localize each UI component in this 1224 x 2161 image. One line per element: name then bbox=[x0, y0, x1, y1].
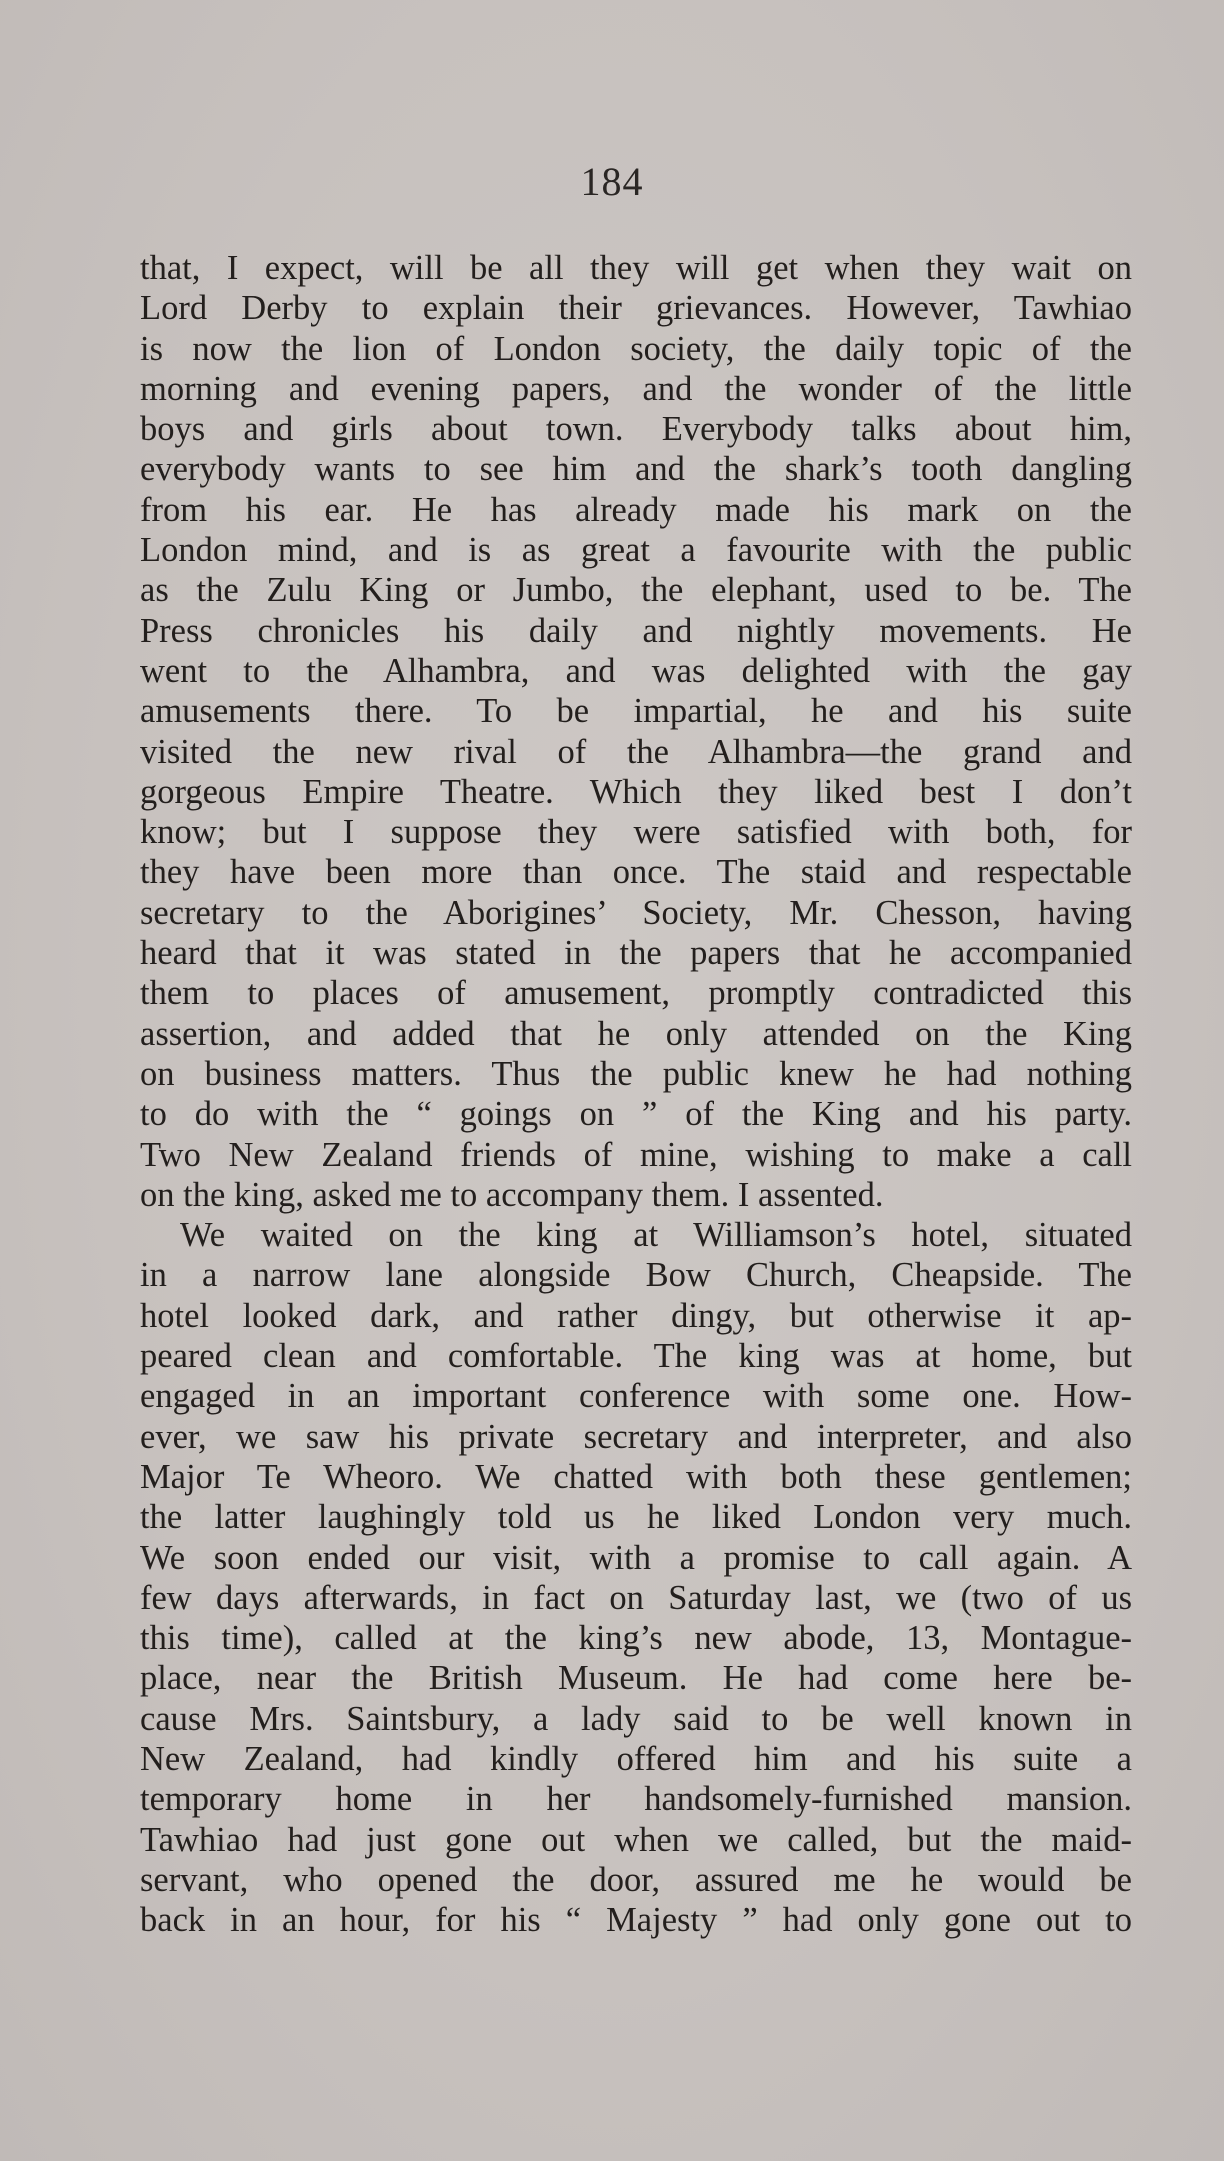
text-line: boys and girls about town. Everybody talks about him, bbox=[140, 410, 1132, 449]
text-line: they have been more than once. The staid and respectable bbox=[140, 853, 1132, 892]
text-line: gorgeous Empire Theatre. Which they liked best I don’t bbox=[140, 772, 1132, 811]
page-number: 184 bbox=[580, 159, 644, 204]
text-line: on business matters. Thus the public knew he had nothing bbox=[140, 1054, 1132, 1093]
text-line: secretary to the Aborigines’ Society, Mr. Chesson, having bbox=[140, 893, 1132, 932]
text-line: visited the new rival of the Alhambra—the grand and bbox=[140, 732, 1132, 771]
text-line: morning and evening papers, and the wonder of the little bbox=[140, 369, 1132, 408]
text-line: We waited on the king at Williamson’s hotel, situated bbox=[180, 1216, 1132, 1255]
text-line: place, near the British Museum. He had come here be- bbox=[140, 1659, 1132, 1698]
text-line: assertion, and added that he only attended on the King bbox=[140, 1014, 1132, 1053]
text-line: Press chronicles his daily and nightly movements. He bbox=[140, 611, 1132, 650]
text-line: back in an hour, for his “ Majesty ” had only gone out to bbox=[140, 1901, 1132, 1940]
text-line: know; but I suppose they were satisfied with both, for bbox=[140, 813, 1132, 852]
text-line: servant, who opened the door, assured me he would be bbox=[140, 1860, 1132, 1899]
text-line: cause Mrs. Saintsbury, a lady said to be well known in bbox=[140, 1699, 1132, 1738]
text-line: everybody wants to see him and the shark’s tooth dangling bbox=[140, 450, 1132, 489]
text-line: went to the Alhambra, and was delighted with the gay bbox=[140, 651, 1132, 690]
text-line: Major Te Wheoro. We chatted with both these gentlemen; bbox=[140, 1457, 1132, 1496]
text-line: We soon ended our visit, with a promise to call again. A bbox=[140, 1538, 1132, 1577]
text-line: temporary home in her handsomely-furnished mansion. bbox=[140, 1780, 1132, 1819]
text-line: is now the lion of London society, the daily topic of the bbox=[140, 329, 1132, 368]
text-line: the latter laughingly told us he liked London very much. bbox=[140, 1498, 1132, 1537]
text-line: in a narrow lane alongside Bow Church, Cheapside. The bbox=[140, 1256, 1132, 1295]
text-line: as the Zulu King or Jumbo, the elephant, used to be. The bbox=[140, 571, 1132, 610]
text-line: New Zealand, had kindly offered him and his suite a bbox=[140, 1739, 1132, 1778]
text-line: engaged in an important conference with some one. How- bbox=[140, 1377, 1132, 1416]
text-line: few days afterwards, in fact on Saturday last, we (two of us bbox=[140, 1578, 1132, 1617]
text-line: Lord Derby to explain their grievances. However, Tawhiao bbox=[140, 289, 1132, 328]
text-line: ever, we saw his private secretary and interpreter, and also bbox=[140, 1417, 1132, 1456]
text-line: this time), called at the king’s new abode, 13, Montague- bbox=[140, 1619, 1132, 1658]
text-line: that, I expect, will be all they will get when they wait on bbox=[140, 249, 1132, 287]
text-line: heard that it was stated in the papers that he accompanied bbox=[140, 934, 1132, 973]
text-line: to do with the “ goings on ” of the King and his party. bbox=[140, 1095, 1132, 1134]
text-line: peared clean and comfortable. The king was at home, but bbox=[140, 1337, 1132, 1376]
body-text bbox=[140, 248, 1132, 1940]
text-line: on the king, asked me to accompany them. I assented. bbox=[140, 1175, 884, 1214]
text-line: from his ear. He has already made his mark on the bbox=[140, 490, 1132, 529]
text-line: hotel looked dark, and rather dingy, but otherwise it ap- bbox=[140, 1296, 1132, 1335]
text-line: them to places of amusement, promptly contradicted this bbox=[140, 974, 1132, 1013]
text-line: Two New Zealand friends of mine, wishing to make a call bbox=[140, 1135, 1132, 1174]
text-line: London mind, and is as great a favourite with the public bbox=[140, 531, 1132, 570]
text-line: amusements there. To be impartial, he and his suite bbox=[140, 692, 1132, 731]
text-line: Tawhiao had just gone out when we called, but the maid- bbox=[140, 1820, 1132, 1859]
